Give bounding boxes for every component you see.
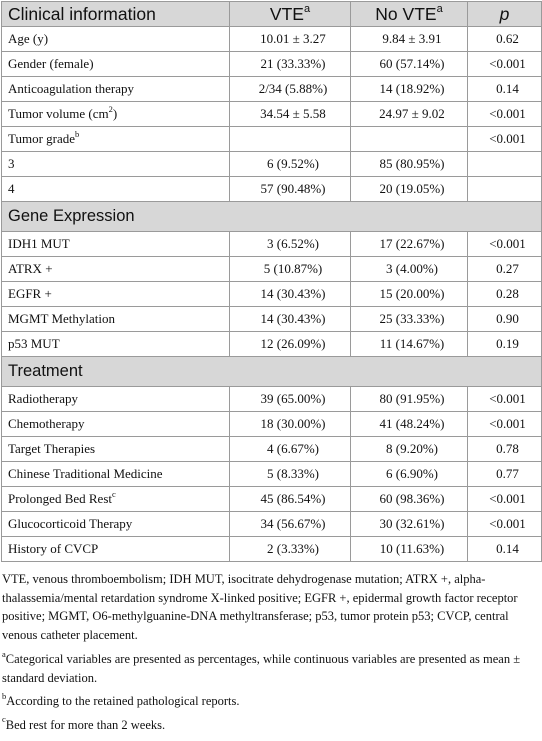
row-label: 4 (2, 177, 230, 202)
footnote-a: $^a$Categorical variables are presented as percentages, while continuous variables are presented as mean ± standard deviation. (2, 648, 521, 685)
no-vte-cell: 41 (48.24%) (351, 412, 468, 437)
no-vte-cell: 80 (91.95%) (351, 387, 468, 412)
vte-cell: 18 (30.00%) (230, 412, 351, 437)
table-row (2, 282, 542, 307)
p-cell: 0.19 (468, 332, 542, 357)
vte-cell: 4 (6.67%) (230, 437, 351, 462)
no-vte-cell: 3 (4.00%) (351, 257, 468, 282)
row-label: Age (y) (2, 27, 230, 52)
p-cell: 0.14 (468, 537, 542, 562)
p-cell: 0.62 (468, 27, 542, 52)
no-vte-cell: 10 (11.63%) (351, 537, 468, 562)
p-cell: <0.001 (468, 487, 542, 512)
row-label: Glucocorticoid Therapy (2, 512, 230, 537)
p-cell: 0.77 (468, 462, 542, 487)
vte-cell: 14 (30.43%) (230, 307, 351, 332)
vte-cell: 34.54 ± 5.58 (230, 102, 351, 127)
table-row (2, 52, 542, 77)
no-vte-cell: 85 (80.95%) (351, 152, 468, 177)
row-label: Chinese Traditional Medicine (2, 462, 230, 487)
p-cell: 0.28 (468, 282, 542, 307)
no-vte-cell: 8 (9.20%) (351, 437, 468, 462)
vte-cell: 6 (9.52%) (230, 152, 351, 177)
table-row (2, 537, 542, 562)
header-vte: VTE$^a$ (230, 2, 351, 27)
p-cell: <0.001 (468, 52, 542, 77)
vte-cell: 5 (10.87%) (230, 257, 351, 282)
header-no-vte: No VTE$^a$ (351, 2, 468, 27)
table-row (2, 437, 542, 462)
section-title: Treatment (2, 357, 542, 387)
p-cell: <0.001 (468, 512, 542, 537)
table-row (2, 387, 542, 412)
row-label: Target Therapies (2, 437, 230, 462)
no-vte-cell: 17 (22.67%) (351, 232, 468, 257)
section-header-gene-expression (2, 202, 542, 232)
vte-cell: 12 (26.09%) (230, 332, 351, 357)
p-cell: <0.001 (468, 412, 542, 437)
p-cell: 0.14 (468, 77, 542, 102)
section-title: Gene Expression (2, 202, 542, 232)
section-header-treatment (2, 357, 542, 387)
clinical-table (1, 1, 542, 562)
table-row (2, 127, 542, 152)
p-cell (468, 152, 542, 177)
vte-cell: 14 (30.43%) (230, 282, 351, 307)
footnote-c: $^c$Bed rest for more than 2 weeks. (2, 714, 166, 732)
row-label: Prolonged Bed Rest$^c$ (2, 487, 230, 512)
row-label: p53 MUT (2, 332, 230, 357)
row-label: IDH1 MUT (2, 232, 230, 257)
table-row (2, 102, 542, 127)
no-vte-cell: 11 (14.67%) (351, 332, 468, 357)
no-vte-cell: 6 (6.90%) (351, 462, 468, 487)
vte-cell: 34 (56.67%) (230, 512, 351, 537)
table-row (2, 27, 542, 52)
no-vte-cell: 14 (18.92%) (351, 77, 468, 102)
table-container (1, 1, 541, 739)
table-row (2, 257, 542, 282)
footnote-b: $^b$According to the retained pathological reports. (2, 690, 240, 708)
p-cell: 0.90 (468, 307, 542, 332)
p-cell: 0.27 (468, 257, 542, 282)
table-row (2, 332, 542, 357)
table-row (2, 307, 542, 332)
row-label: Chemotherapy (2, 412, 230, 437)
p-cell: <0.001 (468, 232, 542, 257)
vte-cell: 57 (90.48%) (230, 177, 351, 202)
no-vte-cell: 15 (20.00%) (351, 282, 468, 307)
header-p-value: p (468, 2, 542, 27)
header-clinical-information: Clinical information (2, 2, 230, 27)
no-vte-cell: 60 (57.14%) (351, 52, 468, 77)
row-label: MGMT Methylation (2, 307, 230, 332)
no-vte-cell: 20 (19.05%) (351, 177, 468, 202)
vte-cell (230, 127, 351, 152)
row-label: History of CVCP (2, 537, 230, 562)
p-cell: 0.78 (468, 437, 542, 462)
table-footnotes (1, 562, 541, 734)
abbreviations-note: VTE, venous thromboembolism; IDH MUT, isocitrate dehydrogenase mutation; ATRX +, alpha-thalassemia/mental retardation syndrome X-linked positive; EGFR +, epidermal growth factor receptor positive; MGMT, O6-methylguanine-DNA methyltransferase; p53, tumor protein p53; CVCP, central venous catheter placement. (2, 572, 518, 642)
row-label: Gender (female) (2, 52, 230, 77)
vte-cell: 2/34 (5.88%) (230, 77, 351, 102)
table-row (2, 232, 542, 257)
table-row (2, 412, 542, 437)
row-label: Tumor grade$^b$ (2, 127, 230, 152)
vte-cell: 2 (3.33%) (230, 537, 351, 562)
no-vte-cell (351, 127, 468, 152)
vte-cell: 45 (86.54%) (230, 487, 351, 512)
vte-cell: 5 (8.33%) (230, 462, 351, 487)
vte-cell: 10.01 ± 3.27 (230, 27, 351, 52)
no-vte-cell: 24.97 ± 9.02 (351, 102, 468, 127)
p-cell: <0.001 (468, 387, 542, 412)
table-row (2, 462, 542, 487)
table-row (2, 177, 542, 202)
header-row (2, 2, 542, 27)
row-label: 3 (2, 152, 230, 177)
table-row (2, 487, 542, 512)
no-vte-cell: 60 (98.36%) (351, 487, 468, 512)
p-cell: <0.001 (468, 127, 542, 152)
p-cell (468, 177, 542, 202)
row-label: Anticoagulation therapy (2, 77, 230, 102)
no-vte-cell: 30 (32.61%) (351, 512, 468, 537)
row-label: Radiotherapy (2, 387, 230, 412)
vte-cell: 39 (65.00%) (230, 387, 351, 412)
table-row (2, 77, 542, 102)
table-row (2, 512, 542, 537)
vte-cell: 3 (6.52%) (230, 232, 351, 257)
row-label: EGFR + (2, 282, 230, 307)
vte-cell: 21 (33.33%) (230, 52, 351, 77)
row-label: ATRX + (2, 257, 230, 282)
no-vte-cell: 9.84 ± 3.91 (351, 27, 468, 52)
table-row (2, 152, 542, 177)
p-cell: <0.001 (468, 102, 542, 127)
no-vte-cell: 25 (33.33%) (351, 307, 468, 332)
row-label: Tumor volume $(cm^2)$ (2, 102, 230, 127)
